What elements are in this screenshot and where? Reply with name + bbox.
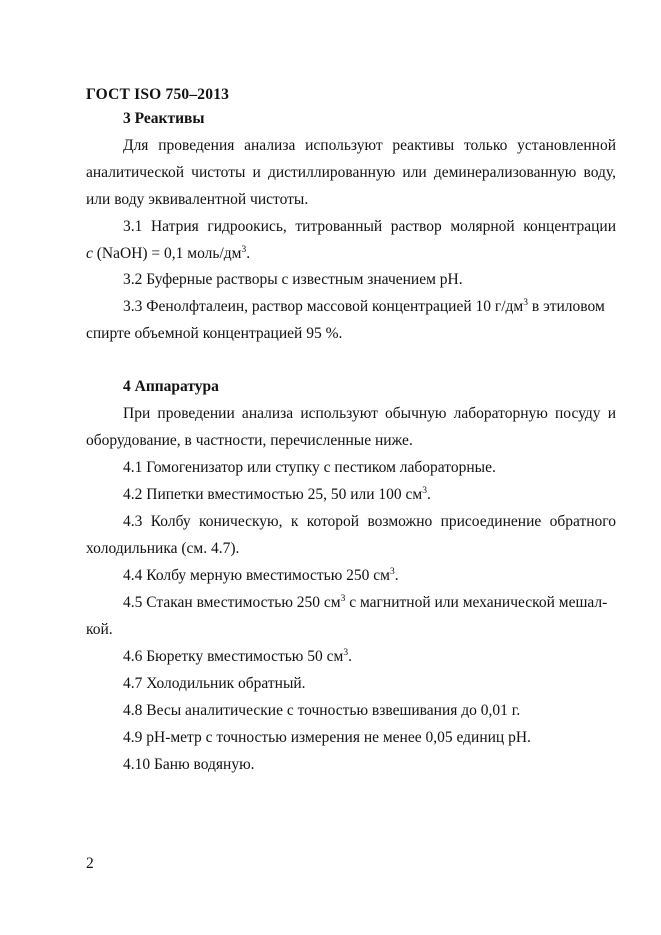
item-4-5-line-2: кой. — [86, 621, 113, 638]
item-4-6 — [86, 643, 616, 670]
item-4-3-line-1: 4.3 Колбу коническую, к которой возможно присоединение обратного — [123, 513, 616, 530]
item-4-5-line-1 — [86, 589, 616, 616]
section-3-intro-line-3: или воду эквивалентной чистоты. — [86, 191, 309, 208]
item-3-3-text-a: 3.3 Фенолфталеин, раствор массовой концентрацией 10 г/дм — [123, 298, 524, 315]
superscript: 3 — [523, 298, 528, 308]
item-3-1-symbol: c — [86, 245, 93, 262]
period: . — [246, 245, 251, 262]
item-4-7: 4.7 Холодильник обратный. — [123, 675, 306, 692]
document-code-header: ГОСТ ISO 750–2013 — [86, 86, 230, 103]
item-4-2 — [86, 481, 616, 508]
item-4-5-text-a: 4.5 Стакан вместимостью 250 см — [123, 594, 341, 611]
superscript: 3 — [343, 648, 349, 658]
item-4-6-text: 4.6 Бюретку вместимостью 50 см — [123, 648, 344, 665]
item-4-3-line-2: холодильника (см. 4.7). — [86, 540, 240, 557]
period: . — [348, 648, 352, 665]
item-4-8: 4.8 Весы аналитические с точностью взвешивания до 0,01 г. — [123, 702, 521, 719]
item-4-5-text-b: с магнитной или механической мешал- — [345, 594, 608, 611]
item-4-9: 4.9 pH-метр с точностью измерения не менее 0,05 единиц pH. — [123, 729, 531, 746]
section-4-intro-line-2: оборудование, в частности, перечисленные ниже. — [86, 432, 413, 449]
page-number: 2 — [86, 855, 94, 872]
item-4-10: 4.10 Баню водяную. — [123, 756, 255, 773]
section-4-title: 4 Аппаратура — [123, 378, 219, 395]
item-4-2-text: 4.2 Пипетки вместимостью 25, 50 или 100 см — [123, 486, 423, 503]
period: . — [426, 486, 431, 503]
section-4-intro-line-1: При проведении анализа используют обычную лабораторную посуду и — [123, 405, 616, 422]
item-3-3-line-2: спирте объемной концентрацией 95 %. — [86, 325, 343, 342]
superscript: 3 — [389, 567, 395, 577]
item-4-1: 4.1 Гомогенизатор или ступку с пестиком лабораторные. — [123, 459, 496, 476]
item-3-3-line-1 — [86, 293, 616, 320]
period: . — [394, 567, 399, 584]
item-4-4 — [86, 562, 616, 589]
superscript: 3 — [422, 486, 427, 496]
item-3-1-formula: (NaOH) = 0,1 моль/дм — [92, 245, 242, 262]
item-3-2: 3.2 Буферные растворы с известным значением pH. — [123, 271, 463, 288]
section-3-title: 3 Реактивы — [123, 110, 205, 127]
superscript: 3 — [340, 594, 346, 604]
item-4-4-text: 4.4 Колбу мерную вместимостью 250 см — [123, 567, 390, 584]
item-3-1-line-2 — [86, 240, 616, 267]
superscript: 3 — [241, 245, 247, 255]
section-3-intro-line-2: аналитической чистоты и дистиллированную или деминерализованную воду, — [86, 164, 616, 181]
item-3-1-line-1: 3.1 Натрия гидроокись, титрованный раствор молярной концентрации — [123, 218, 616, 235]
item-3-3-text-b: в этиловом — [528, 298, 605, 315]
section-3-intro-line-1: Для проведения анализа используют реактивы только установленной — [123, 137, 616, 154]
